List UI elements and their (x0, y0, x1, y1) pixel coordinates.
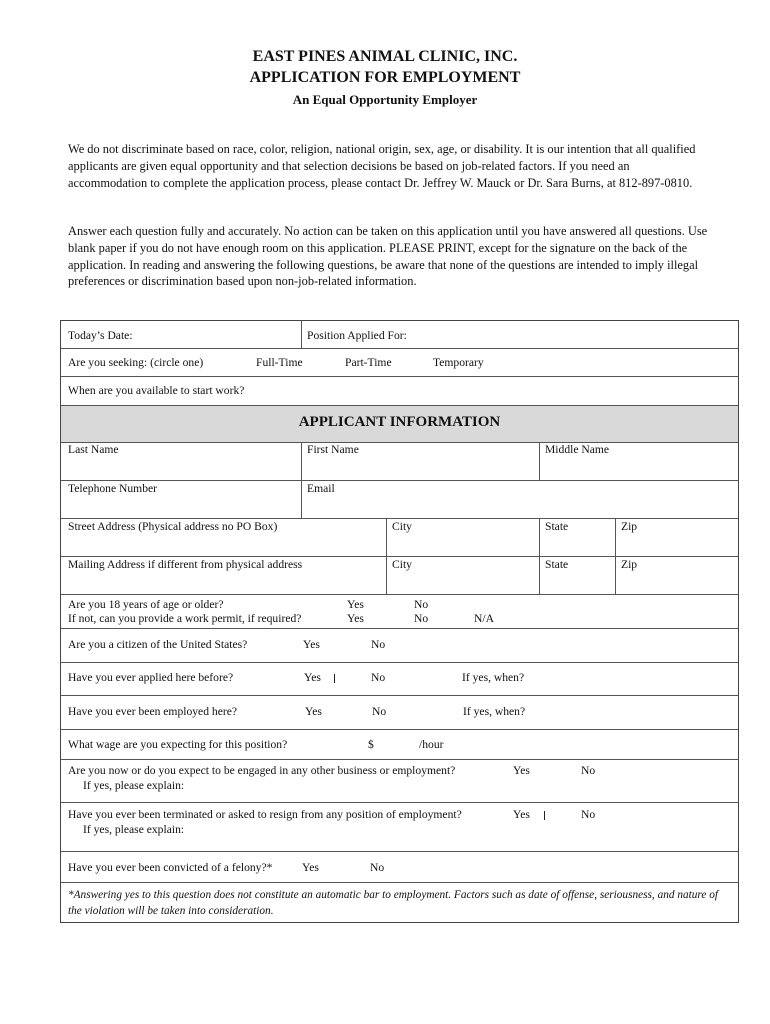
divider (61, 556, 738, 557)
checkbox-mark (544, 811, 545, 820)
permit-yes-option[interactable]: Yes (347, 612, 364, 625)
street-city-label: City (392, 520, 412, 533)
divider (61, 851, 738, 852)
divider (61, 518, 738, 519)
mailing-address-label: Mailing Address if different from physical address (68, 558, 303, 571)
instructions-paragraph: Answer each question fully and accurately. No action can be taken on this application until you have answered all questions. Use blank paper if you do not have enough room on this application. PLEASE PRINT, except for the signature on the back of the application. In reading and answering the following questions, be aware that none of the questions are intended to imply illegal preferences or discrimination based upon non-job-related information. (68, 224, 708, 289)
application-form (60, 320, 739, 923)
applied-before-question: Have you ever applied here before? (68, 671, 234, 684)
divider (61, 628, 738, 629)
felony-yes-option[interactable]: Yes (302, 861, 319, 874)
full-time-option[interactable]: Full-Time (256, 356, 303, 369)
divider (539, 442, 540, 480)
divider (61, 348, 738, 349)
divider (61, 442, 738, 443)
applied-when-label: If yes, when? (462, 671, 525, 684)
business-no-option[interactable]: No (581, 764, 596, 777)
business-yes-option[interactable]: Yes (513, 764, 530, 777)
divider (301, 480, 302, 518)
mailing-zip-label: Zip (621, 558, 638, 571)
applied-no-option[interactable]: No (371, 671, 386, 684)
divider (301, 321, 302, 348)
form-subtitle: An Equal Opportunity Employer (292, 92, 478, 107)
terminated-explain-label: If yes, please explain: (83, 823, 185, 836)
felony-no-option[interactable]: No (370, 861, 385, 874)
nondiscrimination-paragraph: We do not discriminate based on race, color, religion, national origin, sex, age, or disability. It is our intention that all qualified applicants are given equal opportunity and that selection decisions be based on job-related factors. If you need an accommodation to complete the application process, please contact Dr. Jeffrey W. Mauck or Dr. Sara Burns, at 812-897-0810. (68, 142, 696, 190)
seeking-label: Are you seeking: (circle one) (68, 356, 204, 369)
telephone-label: Telephone Number (68, 482, 158, 495)
mailing-city-label: City (392, 558, 412, 571)
divider (61, 662, 738, 663)
employed-when-label: If yes, when? (463, 705, 526, 718)
work-permit-question: If not, can you provide a work permit, if required? (68, 612, 302, 625)
terminated-yes-option[interactable]: Yes (513, 808, 530, 821)
per-hour-label: /hour (419, 738, 444, 751)
divider (61, 729, 738, 730)
permit-no-option[interactable]: No (414, 612, 429, 625)
employed-here-question: Have you ever been employed here? (68, 705, 237, 718)
position-applied-label: Position Applied For: (307, 329, 407, 342)
divider (61, 695, 738, 696)
divider (61, 882, 738, 883)
divider (61, 480, 738, 481)
first-name-label: First Name (307, 443, 359, 456)
felony-question: Have you ever been convicted of a felony?* (68, 861, 273, 874)
street-zip-label: Zip (621, 520, 638, 533)
divider (61, 376, 738, 377)
employed-yes-option[interactable]: Yes (305, 705, 322, 718)
citizen-yes-option[interactable]: Yes (303, 638, 320, 651)
checkbox-mark (334, 674, 335, 683)
temporary-option[interactable]: Temporary (433, 356, 484, 369)
citizen-question: Are you a citizen of the United States? (68, 638, 248, 651)
permit-na-option[interactable]: N/A (474, 612, 494, 625)
wage-question: What wage are you expecting for this position? (68, 738, 288, 751)
todays-date-label: Today’s Date: (68, 329, 133, 342)
age-no-option[interactable]: No (414, 598, 429, 611)
mailing-state-label: State (545, 558, 569, 571)
terminated-no-option[interactable]: No (581, 808, 596, 821)
dollar-sign: $ (368, 738, 374, 751)
citizen-no-option[interactable]: No (371, 638, 386, 651)
email-label: Email (307, 482, 335, 495)
other-business-question: Are you now or do you expect to be engaged in any other business or employment? (68, 764, 456, 777)
part-time-option[interactable]: Part-Time (345, 356, 392, 369)
age-question: Are you 18 years of age or older? (68, 598, 224, 611)
employed-no-option[interactable]: No (372, 705, 387, 718)
applicant-information-heading: APPLICANT INFORMATION (298, 414, 501, 430)
middle-name-label: Middle Name (545, 443, 610, 456)
applied-yes-option[interactable]: Yes (304, 671, 321, 684)
divider (301, 442, 302, 480)
available-label: When are you available to start work? (68, 384, 245, 397)
street-address-label: Street Address (Physical address no PO Box) (68, 520, 278, 533)
divider (61, 759, 738, 760)
divider (61, 594, 738, 595)
age-yes-option[interactable]: Yes (347, 598, 364, 611)
business-explain-label: If yes, please explain: (83, 779, 185, 792)
terminated-question: Have you ever been terminated or asked to resign from any position of employment? (68, 808, 462, 821)
divider (61, 802, 738, 803)
company-name: EAST PINES ANIMAL CLINIC, INC. (252, 48, 518, 65)
form-title: APPLICATION FOR EMPLOYMENT (249, 69, 521, 86)
felony-footnote: *Answering yes to this question does not constitute an automatic bar to employment. Factors such as date of offense, seriousness, and nature of the violation will be taken into consideration. (68, 889, 719, 917)
last-name-label: Last Name (68, 443, 119, 456)
street-state-label: State (545, 520, 569, 533)
